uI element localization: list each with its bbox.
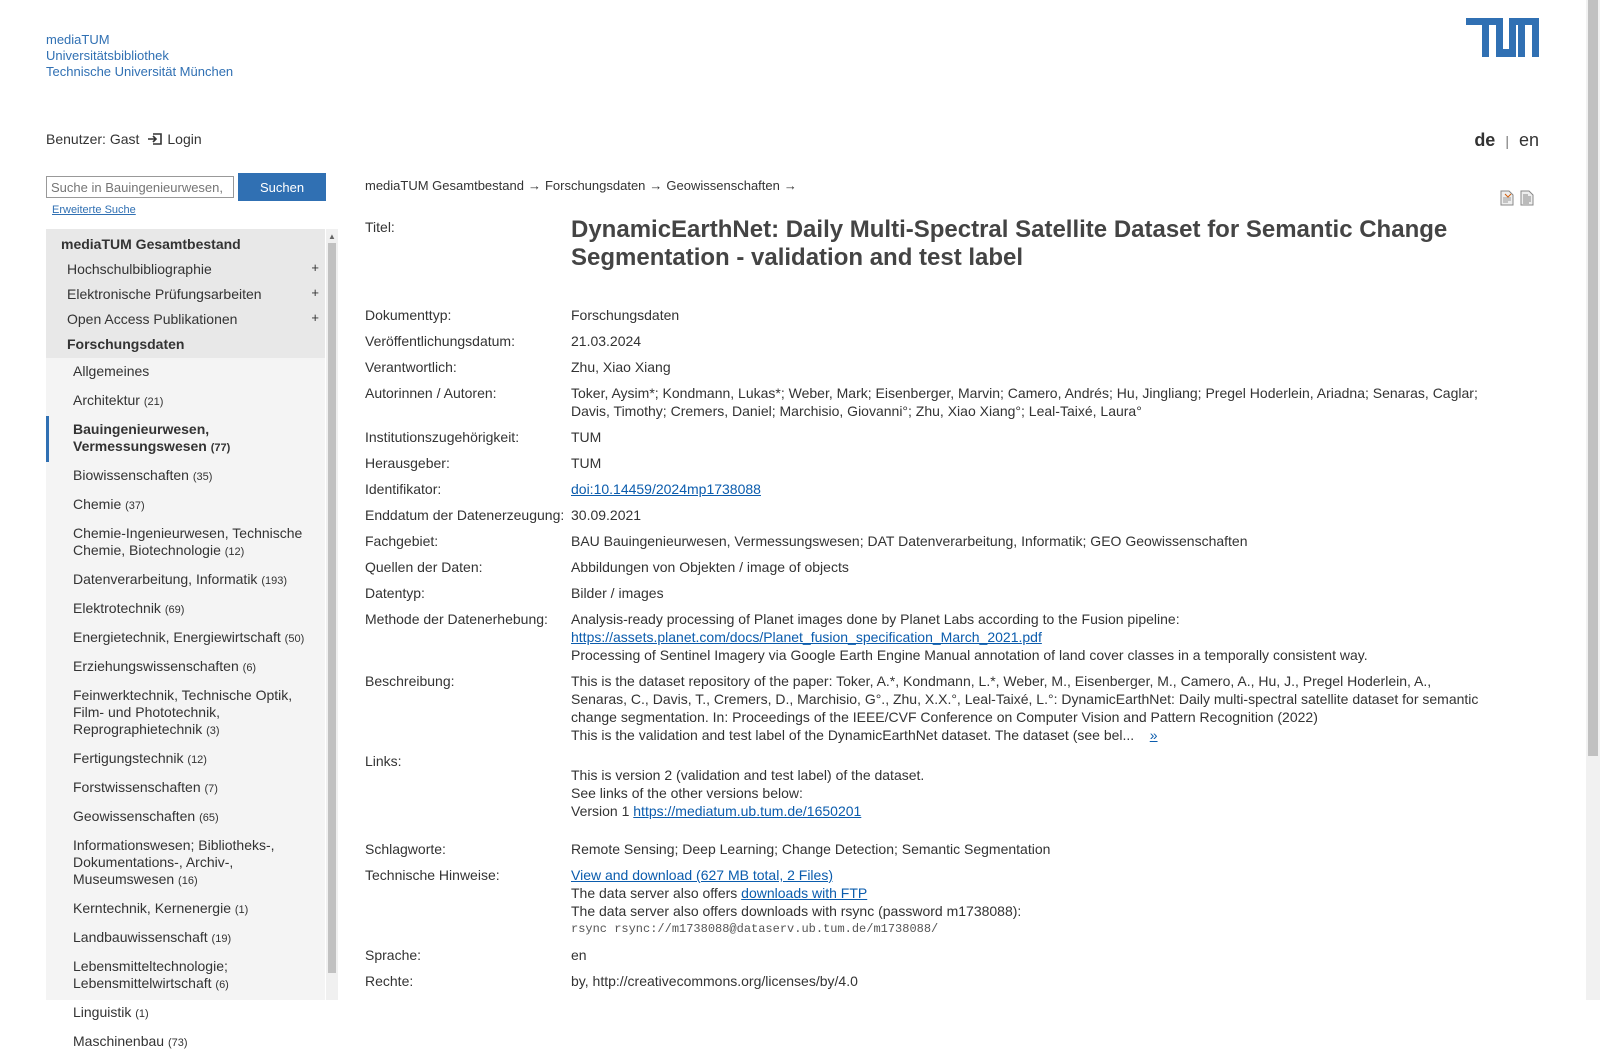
- row-datatype: Datentyp: Bilder / images: [365, 585, 664, 601]
- advanced-search-link[interactable]: Erweiterte Suche: [52, 204, 136, 216]
- tree-subitem[interactable]: Datenverarbeitung, Informatik (193): [73, 571, 288, 587]
- row-language: Sprache: en: [365, 947, 587, 963]
- institution-block: [46, 32, 233, 80]
- search-input[interactable]: [46, 176, 234, 198]
- login-icon: [147, 131, 163, 147]
- tree-item-label: Open Access Publikationen: [67, 311, 238, 327]
- tree-subitem[interactable]: Elektrotechnik (69): [73, 600, 185, 616]
- row-title: [365, 216, 1485, 272]
- row-links: Links: This is version 2 (validation and test label) of the dataset. See links of the other versions below: Version 1 https://mediatum.ub.tum.de/1650201: [365, 753, 925, 819]
- tree-item-pruefungsarbeiten[interactable]: [46, 280, 325, 305]
- lang-de[interactable]: de: [1474, 130, 1496, 150]
- language-switch: [1474, 130, 1539, 151]
- row-description: Beschreibung: This is the dataset repository of the paper: Toker, A.*, Kondmann, L.*, Weber, M., Eisenberger, M., Camero, A., Hu, J., Pregel Hoderlein, A., Senaras, C., Davis, T., Cremers, D., Marchisio, G°., Zhu, X.X.°, Leal-Taixé, L.°: DynamicEarthNet: Daily multi-spectral satellite dataset for semantic change segmentation. In: Proceedings of the IEEE/CVF Conference on Computer Vision and Pattern Recognition (2022) This is the validation and test label of the DynamicEarthNet dataset. The dataset (see bel... »: [365, 673, 1479, 743]
- tree-subitem[interactable]: Linguistik (1): [73, 1004, 149, 1020]
- tree-subitem[interactable]: Forstwissenschaften (7): [73, 779, 218, 795]
- breadcrumb-item[interactable]: Forschungsdaten: [544, 178, 646, 193]
- row-field: Fachgebiet: BAU Bauingenieurwesen, Vermessungswesen; DAT Datenverarbeitung, Informatik; GEO Geowissenschaften: [365, 533, 1248, 549]
- expand-icon[interactable]: +: [311, 260, 319, 275]
- tree-subitem[interactable]: Fertigungstechnik (12): [73, 750, 207, 766]
- tree-item-forschungsdaten[interactable]: Forschungsdaten: [46, 330, 325, 358]
- version-1-link[interactable]: https://mediatum.ub.tum.de/1650201: [633, 803, 862, 819]
- document-title: DynamicEarthNet: Daily Multi-Spectral Satellite Dataset for Semantic Change Segmentation - validation and test label: [571, 216, 1448, 271]
- tree-item-label: Elektronische Prüfungsarbeiten: [67, 286, 262, 302]
- page-scrollbar[interactable]: [1586, 0, 1600, 1000]
- tree-subitem[interactable]: Architektur (21): [73, 392, 164, 408]
- row-publisher: Herausgeber: TUM: [365, 455, 602, 471]
- tree-scrollbar[interactable]: [326, 229, 338, 1000]
- row-identifier: Identifikator: doi:10.14459/2024mp1738088: [365, 481, 761, 497]
- row-authors: Autorinnen / Autoren: Toker, Aysim*; Kondmann, Lukas*; Weber, Mark; Eisenberger, Marvin; Camero, Andrés; Hu, Jingliang; Pregel Hoderlein, Ariadna; Senaras, Caglar; Davis, Timothy; Cremers, Daniel; Marchisio, Giovanni°; Zhu, Xiao Xiang°; Leal-Taixé, Laura°: [365, 385, 1478, 419]
- metadata-table: [365, 216, 1485, 998]
- breadcrumb: [365, 178, 801, 193]
- row-technical: Technische Hinweise: View and download (627 MB total, 2 Files) The data server also offers downloads with FTP The data server also offers downloads with rsync (password m1738088): rsync rsync://m1738088@dataserv.ub.tum.de/m1738088/: [365, 866, 1485, 938]
- row-enddate: Enddatum der Datenerzeugung: 30.09.2021: [365, 507, 642, 523]
- tree-subitem[interactable]: Maschinenbau (73): [73, 1033, 188, 1049]
- row-keywords: Schlagworte: Remote Sensing; Deep Learning; Change Detection; Semantic Segmentation: [365, 841, 1051, 857]
- export-icons: [1500, 190, 1534, 206]
- tree-subitem[interactable]: Lebensmitteltechnologie; Lebensmittelwirtschaft (6): [73, 958, 229, 991]
- breadcrumb-arrow: →: [783, 178, 797, 193]
- tree-subitem-active[interactable]: Bauingenieurwesen, Vermessungswesen (77): [46, 416, 325, 462]
- tree-subitem[interactable]: Biowissenschaften (35): [73, 467, 213, 483]
- tree-subitem[interactable]: Feinwerktechnik, Technische Optik, Film- und Phototechnik, Reprographietechnik (3): [73, 687, 293, 737]
- tree-subitem[interactable]: Chemie-Ingenieurwesen, Technische Chemie, Biotechnologie (12): [73, 525, 303, 558]
- tree-scrollbar-thumb[interactable]: [328, 243, 336, 973]
- breadcrumb-item[interactable]: mediaTUM Gesamtbestand: [365, 178, 524, 193]
- library-link[interactable]: Universitätsbibliothek: [46, 48, 169, 63]
- tree-subitem[interactable]: Geowissenschaften (65): [73, 808, 219, 824]
- fusion-spec-link[interactable]: https://assets.planet.com/docs/Planet_fusion_specification_March_2021.pdf: [571, 629, 1042, 645]
- tree-item-open-access[interactable]: [46, 305, 325, 330]
- tree-subitem[interactable]: Kerntechnik, Kernenergie (1): [73, 900, 249, 916]
- breadcrumb-arrow: →: [527, 178, 541, 193]
- tum-logo-icon[interactable]: [1466, 18, 1539, 57]
- breadcrumb-item[interactable]: Geowissenschaften: [666, 178, 780, 193]
- tree-subitem[interactable]: Informationswesen; Bibliotheks-, Dokumentations-, Archiv-, Museumswesen (16): [73, 837, 275, 887]
- lang-separator: |: [1505, 133, 1509, 149]
- read-more-link[interactable]: »: [1149, 727, 1158, 743]
- tree-subitem[interactable]: Allgemeines: [73, 363, 150, 379]
- ftp-link[interactable]: downloads with FTP: [741, 885, 868, 901]
- scroll-up-icon[interactable]: ▲: [328, 232, 336, 241]
- tree-subitem[interactable]: Chemie (37): [73, 496, 145, 512]
- export-icon[interactable]: [1500, 190, 1514, 206]
- download-link[interactable]: View and download (627 MB total, 2 Files): [571, 867, 833, 883]
- page-scrollbar-thumb[interactable]: [1588, 0, 1598, 756]
- search-button[interactable]: Suchen: [238, 173, 326, 201]
- breadcrumb-arrow: →: [649, 178, 663, 193]
- tree-root[interactable]: mediaTUM Gesamtbestand: [46, 229, 325, 255]
- expand-icon[interactable]: +: [311, 310, 319, 325]
- login-link[interactable]: [147, 131, 201, 147]
- row-pubdate: Veröffentlichungsdatum: 21.03.2024: [365, 333, 642, 349]
- tree-subitem[interactable]: Erziehungswissenschaften (6): [73, 658, 257, 674]
- expand-icon[interactable]: +: [311, 285, 319, 300]
- row-sources: Quellen der Daten: Abbildungen von Objekten / image of objects: [365, 559, 849, 575]
- document-icon[interactable]: [1520, 190, 1534, 206]
- rsync-command: rsync rsync://m1738088@dataserv.ub.tum.de/m1738088/: [571, 922, 939, 936]
- tum-link[interactable]: Technische Universität München: [46, 64, 234, 79]
- collection-tree: [46, 229, 325, 1049]
- user-label: Benutzer: Gast: [46, 131, 140, 147]
- login-label: Login: [167, 131, 202, 147]
- label-title: Titel:: [365, 219, 395, 235]
- doi-link[interactable]: doi:10.14459/2024mp1738088: [571, 481, 761, 497]
- user-bar: [46, 131, 202, 147]
- row-institution: Institutionszugehörigkeit: TUM: [365, 429, 602, 445]
- search-form: [46, 176, 326, 201]
- row-doctype: Dokumenttyp: Forschungsdaten: [365, 307, 680, 323]
- mediatum-link[interactable]: mediaTUM: [46, 32, 110, 47]
- row-rights: Rechte: by, http://creativecommons.org/licenses/by/4.0: [365, 973, 858, 989]
- tree-subitem[interactable]: Energietechnik, Energiewirtschaft (50): [73, 629, 305, 645]
- row-method: Methode der Datenerhebung: Analysis-ready processing of Planet images done by Planet Labs according to the Fusion pipeline: https://assets.planet.com/docs/Planet_fusion_specification_March_2021.pdf Processing of Sentinel Imagery via Google Earth Engine Manual annotation of land cover classes in a temporally consistent way.: [365, 610, 1485, 664]
- tree-item-hochschulbibliographie[interactable]: [46, 255, 325, 280]
- lang-en[interactable]: en: [1518, 130, 1539, 150]
- row-responsible: Verantwortlich: Zhu, Xiao Xiang: [365, 359, 671, 375]
- tree-subitem[interactable]: Landbauwissenschaft (19): [73, 929, 232, 945]
- tree-item-label: Hochschulbibliographie: [67, 261, 212, 277]
